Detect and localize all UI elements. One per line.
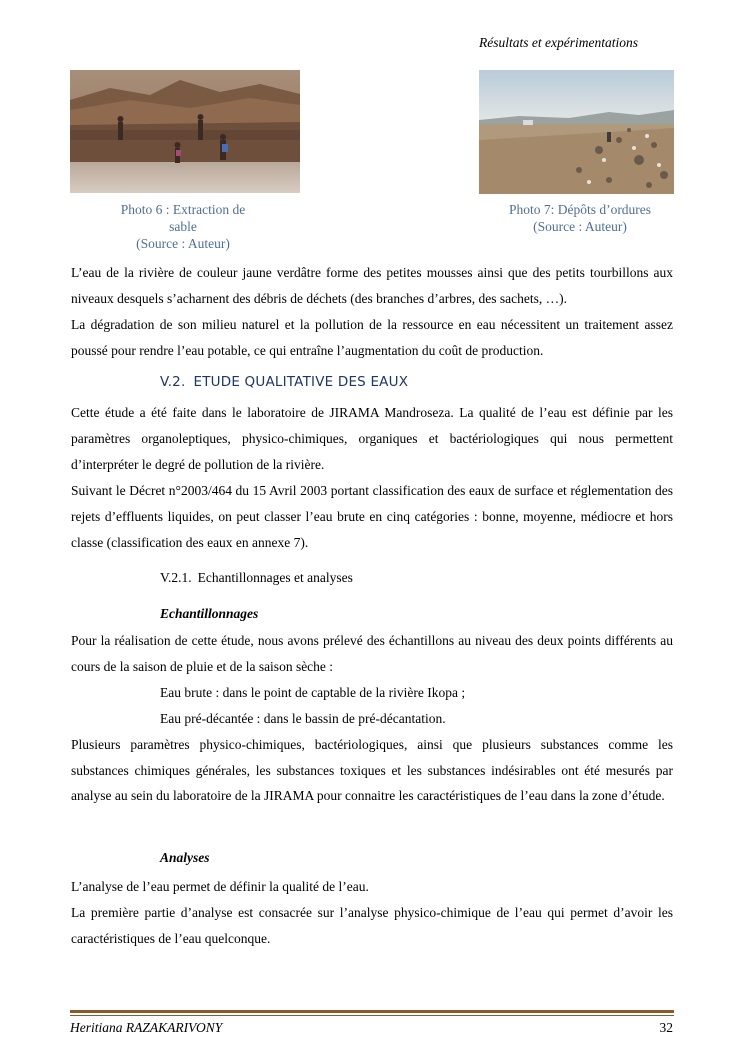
photo6-caption (100, 201, 266, 252)
paragraph: Suivant le Décret n°2003/464 du 15 Avril 2003 portant classification des eaux de surface et réglementation des rejets d’effluents liquides, on peut classer l’eau brute en cinq catégories : bonne, moyenne, médiocre et hors classe (classification des eaux en annexe 7). (71, 482, 673, 550)
photo7-caption (480, 201, 680, 235)
footer-author: Heritiana RAZAKARIVONY (70, 1020, 223, 1035)
section-number: V.2. (160, 374, 186, 390)
section-title: ETUDE QUALITATIVE DES EAUX (193, 374, 409, 390)
subsection-title: Echantillonnages et analyses (197, 570, 353, 585)
echantillonnages-text (71, 628, 673, 809)
analyses-heading: Analyses (160, 850, 210, 865)
running-header: Résultats et expérimentations (479, 35, 638, 50)
subsection-number: V.2.1. (160, 570, 192, 585)
echantillonnages-heading: Echantillonnages (160, 606, 259, 621)
section-text (71, 400, 673, 555)
section-heading (160, 374, 416, 390)
intro-text (71, 260, 673, 364)
paragraph: La dégradation de son milieu naturel et la pollution de la ressource en eau nécessitent un traitement assez poussé pour rendre l’eau potable, ce qui entraîne l’augmentation du coût de production. (71, 316, 673, 358)
paragraph: Plusieurs paramètres physico-chimiques, bactériologiques, ainsi que plusieurs substances comme les substances chimiques générales, les substances toxiques et les substances indésirables ont été mesurés par analyse au sein du laboratoire de la JIRAMA pour connaitre les caractéristiques de l’eau dans la zone d’étude. (71, 736, 673, 804)
paragraph: L’analyse de l’eau permet de définir la qualité de l’eau. (71, 879, 369, 894)
subsection-heading (160, 570, 353, 586)
photo6-caption-line2: sable (169, 219, 197, 234)
paragraph: L’eau de la rivière de couleur jaune verdâtre forme des petites mousses ainsi que des petits tourbillons aux niveaux desquels s’acharnent des débris de déchets (des branches d’arbres, des sachets, …). (71, 265, 673, 306)
page-number: 32 (659, 1020, 673, 1035)
analyses-text (71, 874, 673, 952)
photo7-source: (Source : Auteur) (533, 219, 627, 234)
paragraph: Cette étude a été faite dans le laboratoire de JIRAMA Mandroseza. La qualité de l’eau est définie par les paramètres organoleptiques, physico-chimiques, organiques et bactériologiques qui nous permettent d’interpréter le degré de pollution de la rivière. (71, 405, 673, 472)
footer-rule (70, 1010, 674, 1013)
photo-sand-extraction (70, 70, 300, 193)
sample-item: Eau brute : dans le point de captable de la rivière Ikopa ; (160, 684, 466, 700)
footer-rule-thin (70, 1015, 674, 1016)
photo7-caption-line1: Photo 7: Dépôts d’ordures (508, 202, 652, 217)
sample-item: Eau pré-décantée : dans le bassin de pré-décantation. (160, 710, 446, 726)
paragraph: Pour la réalisation de cette étude, nous avons prélevé des échantillons au niveau des deux points différents au cours de la saison de pluie et de la saison sèche : (71, 633, 673, 674)
photo6-caption-line1: Photo 6 : Extraction de (120, 202, 246, 217)
photo-garbage-dump (479, 70, 674, 194)
photo6-source: (Source : Auteur) (136, 236, 230, 251)
paragraph: La première partie d’analyse est consacrée sur l’analyse physico-chimique de l’eau qui permet d’avoir les caractéristiques de l’eau quelconque. (71, 904, 673, 946)
